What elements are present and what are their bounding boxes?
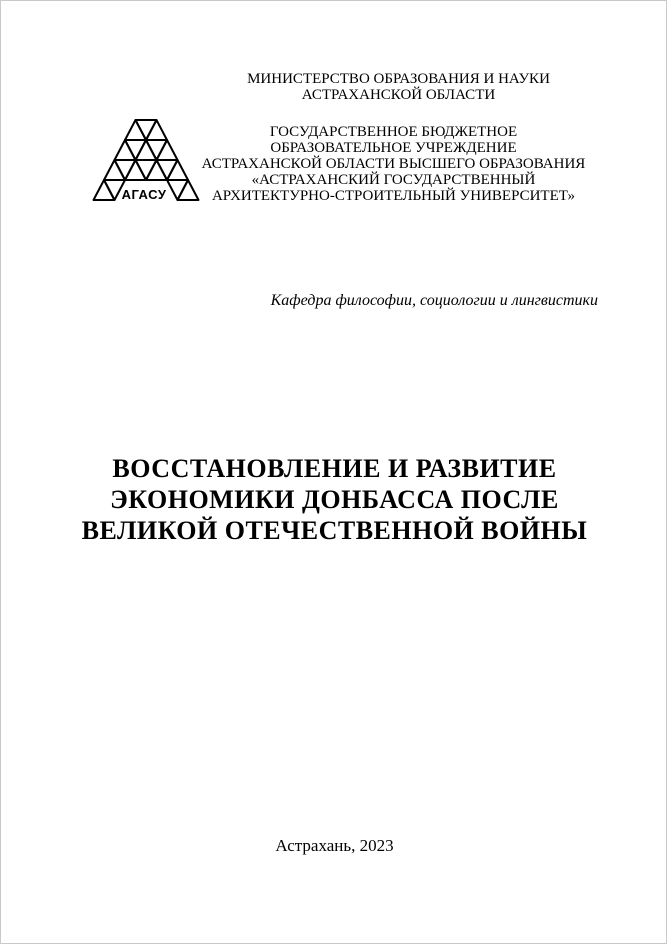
- agasu-logo-acronym: АГАСУ: [121, 187, 167, 202]
- department-line: Кафедра философии, социологии и лингвистики: [270, 292, 598, 309]
- document-title: [1, 453, 667, 546]
- institution-line-5: АРХИТЕКТУРНО-СТРОИТЕЛЬНЫЙ УНИВЕРСИТЕТ»: [211, 188, 576, 204]
- ministry-header: [131, 71, 666, 103]
- institution-name: [126, 124, 661, 204]
- institution-line-1: ГОСУДАРСТВЕННОЕ БЮДЖЕТНОЕ: [269, 124, 518, 140]
- title-line-1: ВОССТАНОВЛЕНИЕ И РАЗВИТИЕ: [112, 454, 557, 483]
- city-year-imprint: Астрахань, 2023: [275, 836, 394, 855]
- institution-line-4: «АСТРАХАНСКИЙ ГОСУДАРСТВЕННЫЙ: [251, 172, 536, 188]
- ministry-line-2: АСТРАХАНСКОЙ ОБЛАСТИ: [301, 87, 496, 103]
- title-line-2: ЭКОНОМИКИ ДОНБАССА ПОСЛЕ: [110, 485, 559, 514]
- institution-line-2: ОБРАЗОВАТЕЛЬНОЕ УЧРЕЖДЕНИЕ: [270, 140, 517, 156]
- ministry-line-1: МИНИСТЕРСТВО ОБРАЗОВАНИЯ И НАУКИ: [247, 71, 550, 87]
- title-line-3: ВЕЛИКОЙ ОТЕЧЕСТВЕННОЙ ВОЙНЫ: [81, 516, 588, 545]
- institution-line-3: АСТРАХАНСКОЙ ОБЛАСТИ ВЫСШЕГО ОБРАЗОВАНИЯ: [201, 156, 586, 172]
